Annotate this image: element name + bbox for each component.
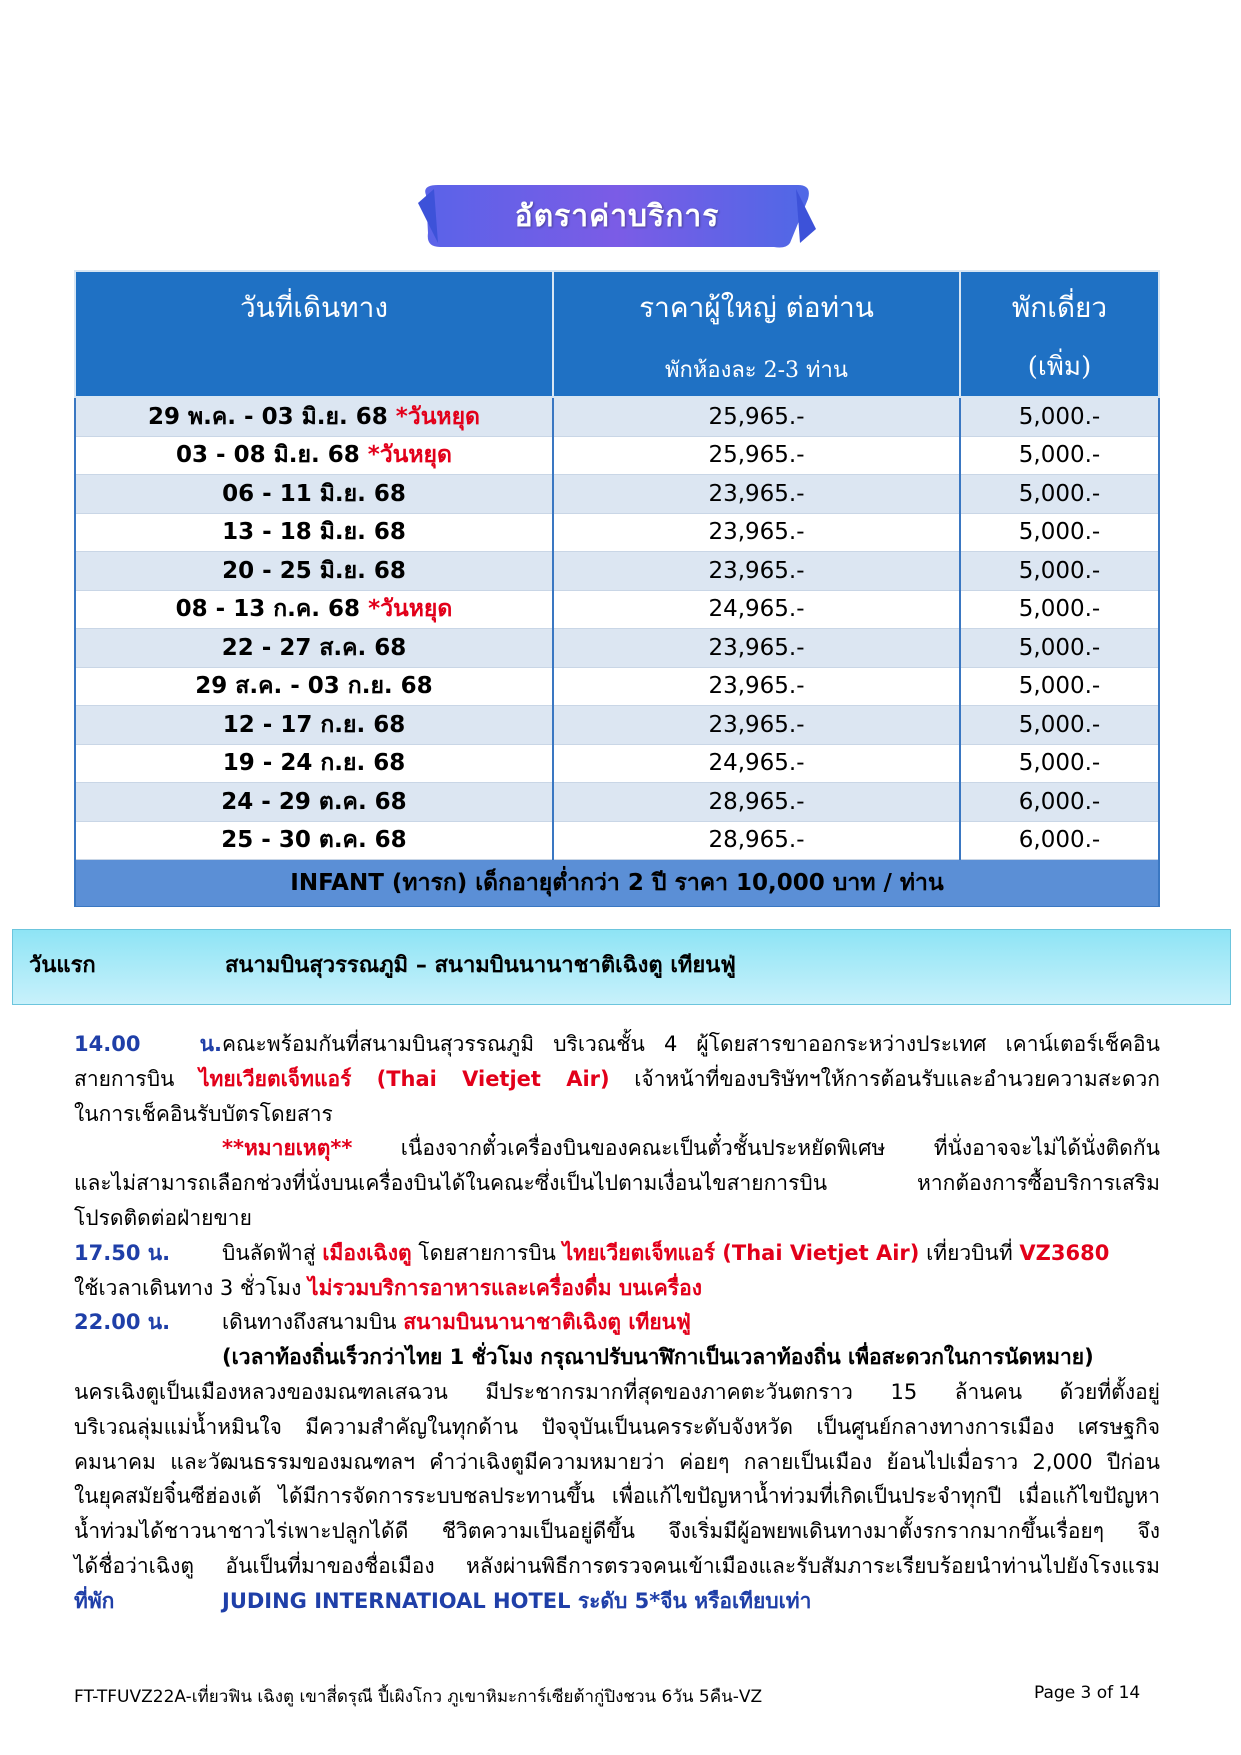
day-header bbox=[12, 929, 1231, 1005]
row-single: 5,000.- bbox=[960, 629, 1159, 668]
row-price: 23,965.- bbox=[553, 475, 960, 514]
note-label: **หมายเหตุ** bbox=[222, 1136, 353, 1161]
row-single: 6,000.- bbox=[960, 821, 1159, 860]
row-date: 06 - 11 มิ.ย. 68 bbox=[75, 475, 553, 514]
row-single: 5,000.- bbox=[960, 513, 1159, 552]
flight-number: VZ3680 bbox=[1019, 1240, 1110, 1265]
row-date: 22 - 27 ส.ค. 68 bbox=[75, 629, 553, 668]
description-line: คมนาคม และวัฒนธรรมของมณฑลฯ คำว่าเฉิงตูมีความหมายว่า ค่อยๆ กลายเป็นเมือง ย้อนไปเมื่อราว 2,000 ปีก่อน bbox=[74, 1449, 1160, 1474]
table-row bbox=[75, 552, 1159, 591]
footer-tour-code: FT-TFUVZ22A-เที่ยวฟิน เฉิงตู เขาสี่ดรุณี ปี้เผิงโกว ภูเขาหิมะการ์เซียต้ากู่ปิงชวน 6วัน 5คืน-VZ bbox=[74, 1687, 763, 1707]
note-line: **หมายเหตุ** เนื่องจากตั๋วเครื่องบินของคณะเป็นตั๋วชั้นประหยัดพิเศษ ที่นั่งอาจจะไม่ได้นั่งติดกัน bbox=[222, 1136, 1160, 1161]
row-price: 28,965.- bbox=[553, 821, 960, 860]
table-header-row bbox=[75, 271, 1159, 397]
infant-price: INFANT (ทารก) เด็กอายุต่ำกว่า 2 ปี ราคา 10,000 บาท / ท่าน bbox=[75, 860, 1159, 907]
description-line: บริเวณลุ่มแม่น้ำหมินใจ มีความสำคัญในทุกด้าน ปัจจุบันเป็นนครระดับจังหวัด เป็นศูนย์กลางทางการเมือง เศรษฐกิจ bbox=[74, 1414, 1160, 1439]
row-date: 03 - 08 มิ.ย. 68 *วันหยุด bbox=[75, 436, 553, 475]
airport-name: สนามบินนานาชาติเฉิงตู เทียนฟู่ bbox=[403, 1310, 691, 1335]
time-label: 22.00 น. bbox=[74, 1310, 171, 1335]
row-single: 5,000.- bbox=[960, 475, 1159, 514]
row-price: 23,965.- bbox=[553, 629, 960, 668]
table-row bbox=[75, 513, 1159, 552]
airline-name: ไทยเวียตเจ็ทแอร์ (Thai Vietjet Air) bbox=[562, 1240, 920, 1265]
row-date: 08 - 13 ก.ค. 68 *วันหยุด bbox=[75, 590, 553, 629]
table-row bbox=[75, 744, 1159, 783]
row-price: 23,965.- bbox=[553, 513, 960, 552]
table-row bbox=[75, 475, 1159, 514]
itinerary-line: ในการเช็คอินรับบัตรโดยสาร bbox=[74, 1101, 333, 1126]
hotel-name: JUDING INTERNATIOAL HOTEL ระดับ 5*จีน หรือเทียบเท่า bbox=[222, 1588, 812, 1613]
time-label: 14.00 น. bbox=[74, 1032, 222, 1056]
table-row bbox=[75, 436, 1159, 475]
footer-page-number: Page 3 of 14 bbox=[1034, 1683, 1141, 1703]
description-line: ในยุคสมัยจิ๋นซีฮ่องเต้ ได้มีการจัดการระบบชลประทานขึ้น เพื่อแก้ไขปัญหาน้ำท่วมที่เกิดเป็นประจำทุกปี เมื่อแก้ไขปัญหา bbox=[74, 1484, 1160, 1509]
itinerary-line: 22.00 น. เดินทางถึงสนามบิน สนามบินนานาชาติเฉิงตู เทียนฟู่ bbox=[74, 1305, 1160, 1340]
row-single: 5,000.- bbox=[960, 552, 1159, 591]
airline-name: ไทยเวียตเจ็ทแอร์ (Thai Vietjet Air) bbox=[199, 1066, 610, 1091]
description-line: น้ำท่วมได้ชาวนาชาวไร่เพาะปลูกได้ดี ชีวิตความเป็นอยู่ดีขึ้น จึงเริ่มมีผู้อพยพเดินทางมาตั้งรกรากมากขึ้นเรื่อยๆ จึง bbox=[74, 1519, 1160, 1544]
time-label: 17.50 น. bbox=[74, 1240, 171, 1265]
row-date: 29 ส.ค. - 03 ก.ย. 68 bbox=[75, 667, 553, 706]
row-single: 5,000.- bbox=[960, 667, 1159, 706]
header-date: วันที่เดินทาง bbox=[75, 271, 553, 397]
note-line: โปรดติดต่อฝ่ายขาย bbox=[74, 1205, 252, 1230]
row-single: 5,000.- bbox=[960, 436, 1159, 475]
row-date: 13 - 18 มิ.ย. 68 bbox=[75, 513, 553, 552]
row-price: 25,965.- bbox=[553, 436, 960, 475]
row-single: 5,000.- bbox=[960, 397, 1159, 436]
table-row bbox=[75, 783, 1159, 822]
row-date: 19 - 24 ก.ย. 68 bbox=[75, 744, 553, 783]
row-price: 23,965.- bbox=[553, 706, 960, 745]
row-single: 5,000.- bbox=[960, 706, 1159, 745]
itinerary-line: 17.50 น. บินลัดฟ้าสู่ เมืองเฉิงตู โดยสายการบิน ไทยเวียตเจ็ทแอร์ (Thai Vietjet Air) เที่ยวบินที่ VZ3680 bbox=[74, 1236, 1160, 1271]
row-single: 5,000.- bbox=[960, 744, 1159, 783]
row-price: 24,965.- bbox=[553, 744, 960, 783]
price-banner bbox=[418, 181, 816, 251]
row-date: 24 - 29 ต.ค. 68 bbox=[75, 783, 553, 822]
itinerary-line: สายการบิน ไทยเวียตเจ็ทแอร์ (Thai Vietjet Air) เจ้าหน้าที่ของบริษัทฯให้การต้อนรับและอำนวยความสะดวก bbox=[74, 1066, 1160, 1091]
table-row bbox=[75, 706, 1159, 745]
description-line: นครเฉิงตูเป็นเมืองหลวงของมณฑลเสฉวน มีประชากรมากที่สุดของภาคตะวันตกราว 15 ล้านคน ด้วยที่ตั้งอยู่ bbox=[74, 1379, 1160, 1404]
row-single: 6,000.- bbox=[960, 783, 1159, 822]
row-price: 28,965.- bbox=[553, 783, 960, 822]
header-price: ราคาผู้ใหญ่ ต่อท่าน พักห้องละ 2-3 ท่าน bbox=[553, 271, 960, 397]
row-date: 25 - 30 ต.ค. 68 bbox=[75, 821, 553, 860]
price-table bbox=[74, 270, 1160, 907]
city-name: เมืองเฉิงตู bbox=[322, 1240, 412, 1265]
row-price: 25,965.- bbox=[553, 397, 960, 436]
table-row bbox=[75, 397, 1159, 436]
row-date: 29 พ.ค. - 03 มิ.ย. 68 *วันหยุด bbox=[75, 397, 553, 436]
table-row bbox=[75, 590, 1159, 629]
no-meal-note: ไม่รวมบริการอาหารและเครื่องดื่ม บนเครื่อง bbox=[308, 1275, 702, 1300]
table-row bbox=[75, 629, 1159, 668]
row-price: 23,965.- bbox=[553, 667, 960, 706]
banner-title: อัตราค่าบริการ bbox=[514, 198, 720, 234]
stay-label: ที่พัก bbox=[74, 1588, 115, 1613]
itinerary bbox=[74, 1027, 1160, 1619]
row-price: 24,965.- bbox=[553, 590, 960, 629]
table-row bbox=[75, 667, 1159, 706]
row-price: 23,965.- bbox=[553, 552, 960, 591]
row-single: 5,000.- bbox=[960, 590, 1159, 629]
header-single: พักเดี่ยว (เพิ่ม) bbox=[960, 271, 1159, 397]
day-label: วันแรก bbox=[29, 953, 96, 978]
day-route: สนามบินสุวรรณภูมิ – สนามบินนานาชาติเฉิงตู เทียนฟู่ bbox=[225, 953, 736, 978]
description-line: ได้ชื่อว่าเฉิงตู อันเป็นที่มาของชื่อเมือง หลังผ่านพิธีการตรวจคนเข้าเมืองและรับสัมภาระเรียบร้อยนำท่านไปยังโรงแรม bbox=[74, 1553, 1160, 1578]
note-line: และไม่สามารถเลือกช่วงที่นั่งบนเครื่องบินได้ในคณะซึ่งเป็นไปตามเงื่อนไขสายการบิน หากต้องการซื้อบริการเสริม bbox=[74, 1171, 1160, 1196]
itinerary-line: ใช้เวลาเดินทาง 3 ชั่วโมง ไม่รวมบริการอาหารและเครื่องดื่ม บนเครื่อง bbox=[74, 1275, 702, 1300]
row-date: 20 - 25 มิ.ย. 68 bbox=[75, 552, 553, 591]
table-row bbox=[75, 821, 1159, 860]
hotel-line bbox=[74, 1584, 1160, 1619]
timezone-note: (เวลาท้องถิ่นเร็วกว่าไทย 1 ชั่วโมง กรุณาปรับนาฬิกาเป็นเวลาท้องถิ่น เพื่อสะดวกในการนัดหมาย) bbox=[222, 1345, 1094, 1370]
itinerary-line: 14.00 น.คณะพร้อมกันที่สนามบินสุวรรณภูมิ บริเวณชั้น 4 ผู้โดยสารขาออกระหว่างประเทศ เคาน์เตอร์เช็คอิน bbox=[74, 1027, 1160, 1062]
row-date: 12 - 17 ก.ย. 68 bbox=[75, 706, 553, 745]
infant-row bbox=[75, 860, 1159, 907]
